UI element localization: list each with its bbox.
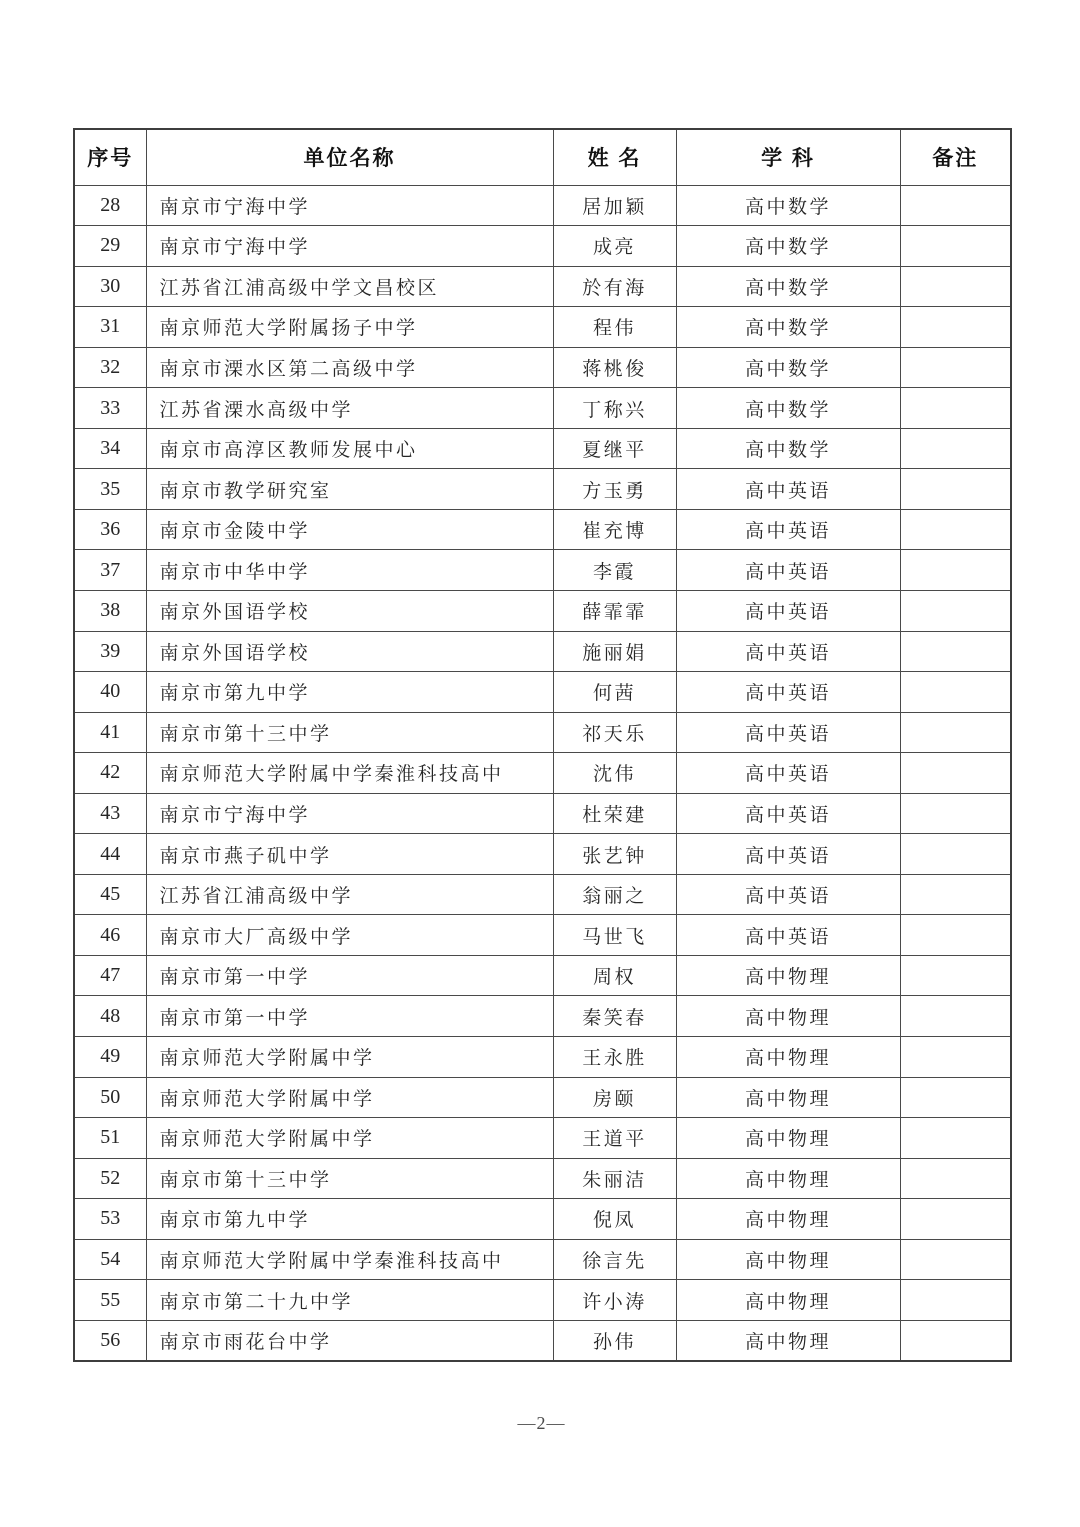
cell-person-name: 丁称兴 [553, 388, 676, 429]
cell-person-name: 崔充博 [553, 509, 676, 550]
cell-subject: 高中物理 [676, 1199, 900, 1240]
cell-serial-number: 53 [74, 1199, 146, 1240]
cell-remarks [900, 955, 1011, 996]
cell-remarks [900, 266, 1011, 307]
cell-remarks [900, 469, 1011, 510]
cell-person-name: 薛霏霏 [553, 590, 676, 631]
table-row [74, 631, 1011, 672]
table-row [74, 915, 1011, 956]
cell-person-name: 於有海 [553, 266, 676, 307]
table-header [74, 129, 1011, 185]
cell-subject: 高中物理 [676, 1280, 900, 1321]
cell-subject: 高中数学 [676, 185, 900, 226]
cell-remarks [900, 388, 1011, 429]
cell-person-name: 施丽娟 [553, 631, 676, 672]
table-row [74, 955, 1011, 996]
header-subject: 学 科 [676, 129, 900, 185]
cell-person-name: 夏继平 [553, 428, 676, 469]
table-row [74, 1199, 1011, 1240]
page-number: —2— [517, 1413, 566, 1433]
cell-person-name: 徐言先 [553, 1239, 676, 1280]
cell-unit-name: 南京市第十三中学 [146, 1158, 553, 1199]
cell-person-name: 李霞 [553, 550, 676, 591]
cell-person-name: 方玉勇 [553, 469, 676, 510]
table-row [74, 307, 1011, 348]
cell-subject: 高中数学 [676, 266, 900, 307]
cell-unit-name: 南京市宁海中学 [146, 185, 553, 226]
cell-unit-name: 江苏省溧水高级中学 [146, 388, 553, 429]
cell-remarks [900, 1239, 1011, 1280]
cell-serial-number: 54 [74, 1239, 146, 1280]
cell-serial-number: 34 [74, 428, 146, 469]
table-row [74, 428, 1011, 469]
cell-remarks [900, 428, 1011, 469]
cell-serial-number: 36 [74, 509, 146, 550]
cell-subject: 高中物理 [676, 1118, 900, 1159]
cell-remarks [900, 834, 1011, 875]
cell-serial-number: 33 [74, 388, 146, 429]
cell-subject: 高中物理 [676, 1077, 900, 1118]
cell-remarks [900, 712, 1011, 753]
cell-unit-name: 南京市宁海中学 [146, 226, 553, 267]
table-row [74, 1036, 1011, 1077]
cell-serial-number: 42 [74, 753, 146, 794]
cell-subject: 高中英语 [676, 509, 900, 550]
table-row [74, 185, 1011, 226]
table-body [74, 185, 1011, 1361]
cell-remarks [900, 307, 1011, 348]
cell-person-name: 张艺钟 [553, 834, 676, 875]
table-row [74, 874, 1011, 915]
cell-unit-name: 南京外国语学校 [146, 590, 553, 631]
cell-remarks [900, 874, 1011, 915]
cell-subject: 高中数学 [676, 347, 900, 388]
cell-serial-number: 32 [74, 347, 146, 388]
cell-serial-number: 35 [74, 469, 146, 510]
table-row [74, 672, 1011, 713]
cell-unit-name: 南京市第一中学 [146, 955, 553, 996]
cell-unit-name: 南京师范大学附属中学 [146, 1118, 553, 1159]
cell-serial-number: 41 [74, 712, 146, 753]
table-row [74, 1158, 1011, 1199]
cell-unit-name: 南京师范大学附属中学 [146, 1036, 553, 1077]
table-header-row [74, 129, 1011, 185]
cell-unit-name: 南京市第十三中学 [146, 712, 553, 753]
cell-subject: 高中物理 [676, 1158, 900, 1199]
cell-subject: 高中英语 [676, 631, 900, 672]
cell-serial-number: 50 [74, 1077, 146, 1118]
cell-remarks [900, 1320, 1011, 1361]
cell-remarks [900, 185, 1011, 226]
cell-serial-number: 30 [74, 266, 146, 307]
cell-subject: 高中英语 [676, 672, 900, 713]
table-row [74, 590, 1011, 631]
cell-person-name: 何茜 [553, 672, 676, 713]
cell-unit-name: 南京市第九中学 [146, 1199, 553, 1240]
cell-remarks [900, 915, 1011, 956]
cell-remarks [900, 1280, 1011, 1321]
table-row [74, 266, 1011, 307]
cell-unit-name: 南京师范大学附属中学 [146, 1077, 553, 1118]
cell-person-name: 王永胜 [553, 1036, 676, 1077]
cell-person-name: 程伟 [553, 307, 676, 348]
cell-person-name: 秦笑春 [553, 996, 676, 1037]
cell-unit-name: 南京市第一中学 [146, 996, 553, 1037]
table-row [74, 509, 1011, 550]
cell-subject: 高中物理 [676, 1320, 900, 1361]
cell-subject: 高中英语 [676, 590, 900, 631]
cell-serial-number: 51 [74, 1118, 146, 1159]
cell-person-name: 马世飞 [553, 915, 676, 956]
cell-serial-number: 44 [74, 834, 146, 875]
cell-unit-name: 南京市第九中学 [146, 672, 553, 713]
cell-subject: 高中物理 [676, 1239, 900, 1280]
cell-serial-number: 40 [74, 672, 146, 713]
cell-unit-name: 南京师范大学附属中学秦淮科技高中 [146, 1239, 553, 1280]
cell-subject: 高中英语 [676, 915, 900, 956]
cell-serial-number: 29 [74, 226, 146, 267]
cell-remarks [900, 631, 1011, 672]
cell-unit-name: 江苏省江浦高级中学文昌校区 [146, 266, 553, 307]
cell-subject: 高中数学 [676, 226, 900, 267]
cell-person-name: 居加颖 [553, 185, 676, 226]
table-row [74, 550, 1011, 591]
cell-remarks [900, 1118, 1011, 1159]
cell-unit-name: 南京市燕子矶中学 [146, 834, 553, 875]
cell-person-name: 翁丽之 [553, 874, 676, 915]
table-row [74, 1077, 1011, 1118]
cell-serial-number: 31 [74, 307, 146, 348]
table-row [74, 1118, 1011, 1159]
table-row [74, 388, 1011, 429]
header-remarks: 备注 [900, 129, 1011, 185]
cell-remarks [900, 793, 1011, 834]
cell-unit-name: 南京师范大学附属中学秦淮科技高中 [146, 753, 553, 794]
cell-serial-number: 28 [74, 185, 146, 226]
cell-serial-number: 39 [74, 631, 146, 672]
header-unit-name: 单位名称 [146, 129, 553, 185]
cell-person-name: 沈伟 [553, 753, 676, 794]
cell-remarks [900, 1077, 1011, 1118]
cell-unit-name: 南京市雨花台中学 [146, 1320, 553, 1361]
table-row [74, 834, 1011, 875]
cell-remarks [900, 226, 1011, 267]
cell-remarks [900, 347, 1011, 388]
cell-person-name: 祁天乐 [553, 712, 676, 753]
cell-subject: 高中英语 [676, 712, 900, 753]
cell-subject: 高中数学 [676, 428, 900, 469]
cell-unit-name: 江苏省江浦高级中学 [146, 874, 553, 915]
cell-serial-number: 52 [74, 1158, 146, 1199]
cell-person-name: 蒋桃俊 [553, 347, 676, 388]
cell-serial-number: 47 [74, 955, 146, 996]
table-row [74, 226, 1011, 267]
cell-unit-name: 南京市第二十九中学 [146, 1280, 553, 1321]
table-row [74, 712, 1011, 753]
cell-remarks [900, 1158, 1011, 1199]
cell-subject: 高中物理 [676, 1036, 900, 1077]
cell-person-name: 房颐 [553, 1077, 676, 1118]
cell-subject: 高中英语 [676, 550, 900, 591]
cell-subject: 高中物理 [676, 996, 900, 1037]
cell-serial-number: 38 [74, 590, 146, 631]
cell-serial-number: 43 [74, 793, 146, 834]
cell-serial-number: 37 [74, 550, 146, 591]
cell-unit-name: 南京市宁海中学 [146, 793, 553, 834]
cell-remarks [900, 1036, 1011, 1077]
cell-person-name: 倪凤 [553, 1199, 676, 1240]
table-row [74, 469, 1011, 510]
cell-serial-number: 45 [74, 874, 146, 915]
cell-remarks [900, 509, 1011, 550]
cell-unit-name: 南京市大厂高级中学 [146, 915, 553, 956]
cell-serial-number: 46 [74, 915, 146, 956]
table-row [74, 1239, 1011, 1280]
header-serial-number: 序号 [74, 129, 146, 185]
cell-serial-number: 48 [74, 996, 146, 1037]
cell-subject: 高中英语 [676, 874, 900, 915]
table-row [74, 793, 1011, 834]
cell-unit-name: 南京市溧水区第二高级中学 [146, 347, 553, 388]
cell-subject: 高中数学 [676, 388, 900, 429]
cell-unit-name: 南京师范大学附属扬子中学 [146, 307, 553, 348]
table-row [74, 347, 1011, 388]
cell-unit-name: 南京市中华中学 [146, 550, 553, 591]
cell-subject: 高中英语 [676, 793, 900, 834]
cell-remarks [900, 590, 1011, 631]
cell-remarks [900, 996, 1011, 1037]
cell-remarks [900, 550, 1011, 591]
cell-subject: 高中数学 [676, 307, 900, 348]
table-row [74, 753, 1011, 794]
cell-person-name: 孙伟 [553, 1320, 676, 1361]
cell-person-name: 王道平 [553, 1118, 676, 1159]
cell-person-name: 成亮 [553, 226, 676, 267]
cell-unit-name: 南京市高淳区教师发展中心 [146, 428, 553, 469]
cell-person-name: 许小涛 [553, 1280, 676, 1321]
table-row [74, 1280, 1011, 1321]
cell-remarks [900, 672, 1011, 713]
table-row [74, 1320, 1011, 1361]
cell-person-name: 朱丽洁 [553, 1158, 676, 1199]
cell-serial-number: 55 [74, 1280, 146, 1321]
teacher-list-table [73, 128, 1012, 1362]
cell-unit-name: 南京市教学研究室 [146, 469, 553, 510]
cell-subject: 高中物理 [676, 955, 900, 996]
cell-unit-name: 南京外国语学校 [146, 631, 553, 672]
cell-serial-number: 56 [74, 1320, 146, 1361]
cell-unit-name: 南京市金陵中学 [146, 509, 553, 550]
header-person-name: 姓 名 [553, 129, 676, 185]
table-row [74, 996, 1011, 1037]
cell-person-name: 周权 [553, 955, 676, 996]
cell-remarks [900, 1199, 1011, 1240]
cell-person-name: 杜荣建 [553, 793, 676, 834]
cell-remarks [900, 753, 1011, 794]
cell-subject: 高中英语 [676, 469, 900, 510]
cell-subject: 高中英语 [676, 753, 900, 794]
cell-serial-number: 49 [74, 1036, 146, 1077]
cell-subject: 高中英语 [676, 834, 900, 875]
